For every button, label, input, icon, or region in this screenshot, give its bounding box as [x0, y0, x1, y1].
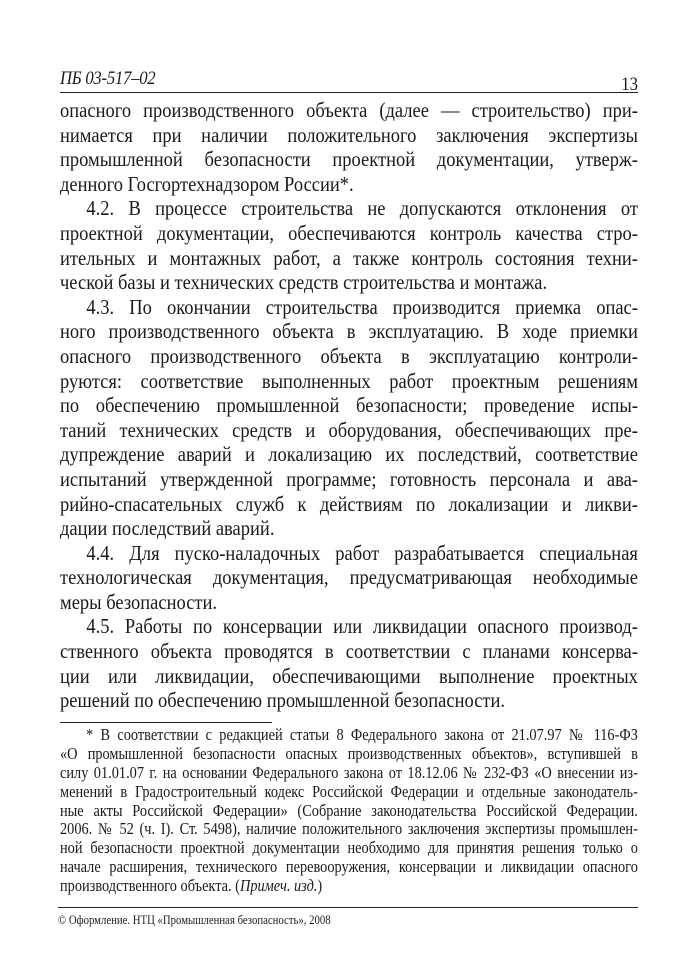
text-line: по обеспечению промышленной безопасности; проведение испы-: [60, 393, 638, 418]
footnote: [60, 726, 638, 896]
footnote-line: силу 01.01.07 г. на основании Федерального закона от 18.12.06 № 232-ФЗ «О внесении из-: [60, 762, 638, 782]
publisher-note: Примеч. изд.: [239, 876, 318, 896]
footnote-separator: [60, 722, 272, 723]
colophon-separator: [58, 907, 638, 908]
footnote-line: начале расширения, технического перевооружения, консервации и ликвидации опасного: [60, 857, 638, 877]
paragraph-4-4-start: 4.4. Для пуско-наладочных работ разрабатывается специальная: [86, 540, 638, 565]
document-code: ПБ 03-517–02: [60, 68, 156, 89]
running-header: [60, 70, 638, 93]
text-line: дации последствий аварий.: [60, 516, 275, 541]
publisher-note-close: ): [317, 876, 323, 896]
text-line: меры безопасности.: [60, 589, 218, 614]
body-text: [60, 98, 638, 713]
text-line: решений по обеспечению промышленной безопасности.: [60, 688, 506, 713]
text-line: таний технических средств и оборудования, обеспечивающих пре-: [60, 417, 638, 442]
paragraph-4-5-start: 4.5. Работы по консервации или ликвидации опасного производ-: [86, 614, 638, 639]
text-line: ного производственного объекта в эксплуатацию. В ходе приемки: [60, 319, 638, 344]
paragraph-4-2-start: 4.2. В процессе строительства не допускаются отклонения от: [86, 196, 638, 221]
footnote-line: 2006. № 52 (ч. I). Ст. 5498), наличие положительного заключения экспертизы промышлен-: [60, 819, 638, 839]
text-line: рийно-спасательных служб к действиям по локализации и ликви-: [60, 491, 638, 516]
footnote-line: ной безопасности проектной документации необходимо для принятия решения только о: [60, 838, 638, 858]
text-line: промышленной безопасности проектной документации, утверж-: [60, 147, 638, 172]
text-line: опасного производственного объекта (далее — строительство) при-: [60, 98, 638, 122]
footnote-line: «О промышленной безопасности опасных производственных объектов», вступившей в: [60, 743, 638, 763]
text-line: испытаний утвержденной программе; готовность персонала и ава-: [60, 466, 638, 491]
footnote-line: менений в Градостроительный кодекс Российской Федерации и отдельные законодатель-: [60, 781, 638, 801]
text-line: ческой базы и технических средств строительства и монтажа.: [60, 270, 548, 295]
footnote-last-line: [60, 877, 638, 896]
footnote-line: ные акты Российской Федерации» (Собрание законодательства Российской Федерации.: [60, 800, 638, 820]
text-line: ительных и монтажных работ, а также контроль состояния техни-: [60, 245, 638, 270]
text-line: руются: соответствие выполненных работ проектным решениям: [60, 368, 638, 393]
paragraph-4-3-start: 4.3. По окончании строительства производится приемка опас-: [86, 294, 638, 319]
text-line: проектной документации, обеспечиваются контроль качества стро-: [60, 220, 638, 245]
text-line: ственного объекта проводятся в соответствии с планами консерва-: [60, 639, 638, 664]
text-line: денного Госгортехнадзором России*.: [60, 171, 354, 196]
footnote-line: * В соответствии с редакцией статьи 8 Федерального закона от 21.07.97 № 116-ФЗ: [86, 725, 638, 744]
page-number: 13: [621, 74, 638, 95]
text-line: ции или ликвидации, обеспечивающими выполнение проектных: [60, 663, 638, 688]
text-line: дупреждение аварий и локализацию их последствий, соответствие: [60, 442, 638, 467]
copyright-colophon: © Оформление. НТЦ «Промышленная безопасность», 2008: [58, 913, 331, 927]
text-line: технологическая документация, предусматривающая необходимые: [60, 565, 638, 590]
text-line: нимается при наличии положительного заключения экспертизы: [60, 122, 638, 147]
text-line: опасного производственного объекта в эксплуатацию контроли-: [60, 343, 638, 368]
footnote-line-text: производственного объекта. (: [60, 876, 240, 896]
